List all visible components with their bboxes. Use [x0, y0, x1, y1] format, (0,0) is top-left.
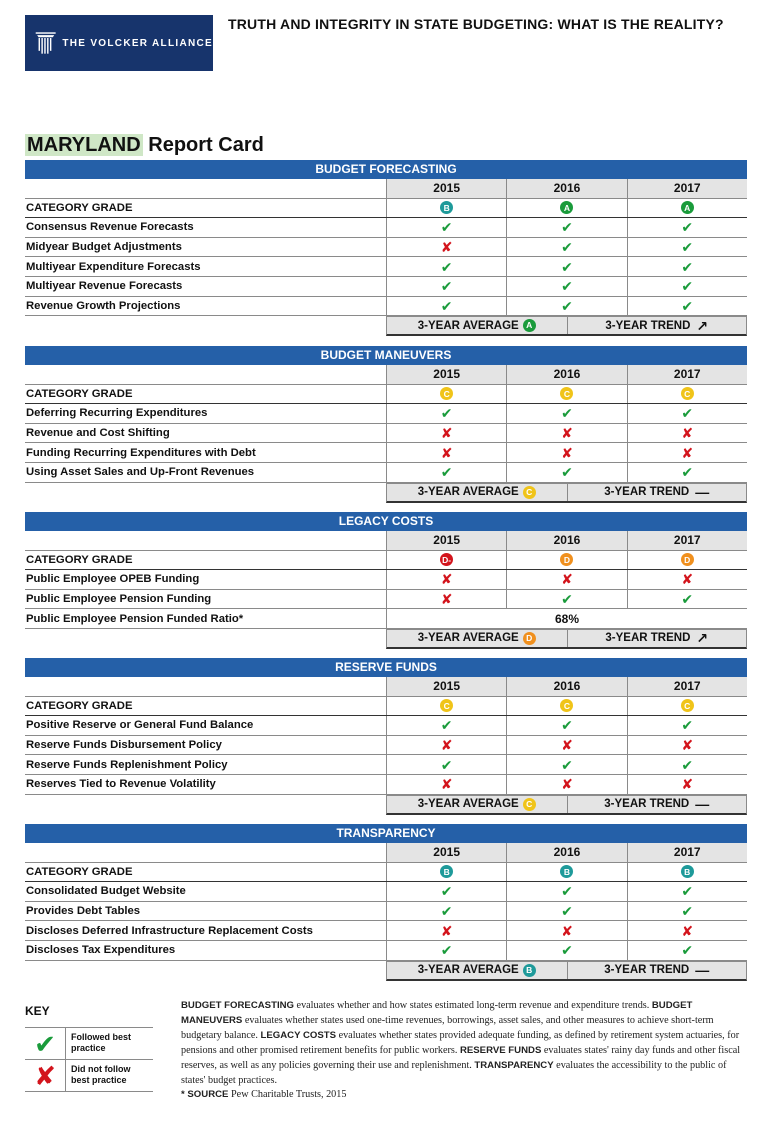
criteria-cell [627, 257, 747, 276]
criteria-cell [506, 716, 626, 735]
page-headline: TRUTH AND INTEGRITY IN STATE BUDGETING: WHAT IS THE REALITY? [228, 16, 724, 32]
criteria-cell [506, 424, 626, 443]
grade-badge-icon: B [440, 201, 453, 214]
desc-term: LEGACY COSTS [260, 1029, 337, 1041]
check-icon: ✔ [440, 297, 453, 314]
criteria-cell [627, 921, 747, 940]
criteria-label: Reserve Funds Replenishment Policy [26, 758, 228, 771]
summary-row [386, 483, 747, 503]
criteria-label: Consensus Revenue Forecasts [26, 221, 194, 234]
x-icon: ✘ [561, 737, 573, 754]
criteria-cell [627, 570, 747, 589]
criteria-row [25, 590, 747, 610]
section-transparency [25, 824, 747, 981]
criteria-cell [386, 941, 506, 960]
desc-text: evaluates states' rainy day funds and other fiscal reserves, as well as any policies governing their use and replenishment. [181, 1044, 741, 1071]
year-header: 2016 [506, 365, 626, 384]
check-icon: ✔ [561, 942, 573, 959]
criteria-cell [627, 443, 747, 462]
criteria-cell [627, 590, 747, 609]
x-icon: ✘ [440, 737, 453, 754]
criteria-label: Discloses Tax Expenditures [26, 944, 176, 957]
key-followed-text: Followed best practice [65, 1028, 153, 1059]
criteria-label: Midyear Budget Adjustments [26, 241, 182, 254]
category-grade-cell [506, 551, 626, 570]
criteria-cell [627, 404, 747, 423]
three-year-trend [567, 317, 747, 334]
category-grade-cell [627, 551, 747, 570]
key-row-not-followed [25, 1060, 153, 1092]
criteria-cell [627, 882, 747, 901]
criteria-cell [386, 921, 506, 940]
section-header: BUDGET FORECASTING [25, 160, 747, 179]
volcker-alliance-logo [25, 15, 213, 71]
three-year-average-label: 3-YEAR AVERAGE [417, 798, 519, 811]
grade-badge-icon: A [681, 201, 694, 214]
criteria-row [25, 424, 747, 444]
criteria-cell [386, 882, 506, 901]
three-year-average [387, 484, 567, 501]
check-icon: ✔ [561, 297, 573, 314]
check-icon: ✔ [561, 903, 573, 920]
check-icon: ✔ [561, 717, 573, 734]
three-year-average-label: 3-YEAR AVERAGE [417, 964, 519, 977]
criteria-cell [627, 716, 747, 735]
three-year-trend [567, 962, 747, 979]
x-icon: ✘ [440, 571, 453, 588]
section-header: RESERVE FUNDS [25, 658, 747, 677]
x-icon: ✘ [681, 444, 694, 461]
criteria-label: Reserve Funds Disbursement Policy [26, 739, 222, 752]
three-year-average-label: 3-YEAR AVERAGE [417, 319, 519, 332]
criteria-cell [506, 238, 626, 257]
criteria-cell [386, 277, 506, 296]
category-grade-cell [627, 697, 747, 716]
trend-flat-dash-icon: — [695, 484, 710, 501]
category-grade-cell [506, 863, 626, 882]
criteria-row [25, 257, 747, 277]
criteria-row [25, 238, 747, 258]
criteria-row [25, 921, 747, 941]
category-grade-row [25, 551, 747, 571]
category-grade-label: CATEGORY GRADE [26, 201, 133, 214]
criteria-cell [386, 238, 506, 257]
category-grade-label: CATEGORY GRADE [26, 699, 133, 712]
criteria-cell [627, 297, 747, 316]
check-icon: ✔ [681, 717, 694, 734]
x-icon: ✘ [561, 776, 573, 793]
check-icon: ✔ [561, 405, 573, 422]
criteria-cell [506, 404, 626, 423]
criteria-cell [627, 902, 747, 921]
criteria-cell [506, 297, 626, 316]
criteria-label: Public Employee Pension Funding [26, 593, 212, 606]
check-icon: ✔ [681, 464, 694, 481]
category-grade-cell [506, 199, 626, 218]
category-grade-cell [386, 199, 506, 218]
report-title [25, 134, 264, 158]
years-row [25, 365, 747, 385]
criteria-label: Funding Recurring Expenditures with Debt [26, 446, 256, 459]
category-grade-label: CATEGORY GRADE [26, 865, 133, 878]
grade-badge-icon: D [681, 553, 694, 566]
section-reserve-funds [25, 658, 747, 815]
columns-icon [35, 26, 56, 60]
criteria-cell [386, 297, 506, 316]
grade-badge-icon: A [523, 319, 536, 332]
check-icon: ✔ [561, 464, 573, 481]
criteria-row [25, 882, 747, 902]
criteria-row [25, 570, 747, 590]
criteria-label: Revenue Growth Projections [26, 299, 181, 312]
criteria-cell [627, 736, 747, 755]
check-icon: ✔ [561, 239, 573, 256]
criteria-cell [386, 570, 506, 589]
criteria-cell [627, 755, 747, 774]
criteria-label: Deferring Recurring Expenditures [26, 407, 208, 420]
trend-up-arrow-icon: ↗ [696, 630, 709, 647]
category-grade-row [25, 863, 747, 883]
key-not-followed-text: Did not follow best practice [65, 1060, 153, 1091]
year-header: 2015 [386, 179, 506, 198]
desc-term: RESERVE FUNDS [459, 1044, 542, 1056]
criteria-cell [386, 424, 506, 443]
trend-up-arrow-icon: ↗ [696, 317, 709, 334]
criteria-cell [386, 404, 506, 423]
criteria-label: Multiyear Expenditure Forecasts [26, 260, 201, 273]
criteria-row [25, 716, 747, 736]
x-icon: ✘ [681, 571, 694, 588]
criteria-cell [506, 775, 626, 794]
check-icon: ✔ [440, 942, 453, 959]
section-legacy-costs [25, 512, 747, 649]
source-text: Pew Charitable Trusts, 2015 [228, 1089, 347, 1101]
section-header: BUDGET MANEUVERS [25, 346, 747, 365]
x-icon: ✘ [561, 425, 573, 442]
three-year-trend [567, 484, 747, 501]
check-icon: ✔ [440, 405, 453, 422]
criteria-label: Public Employee OPEB Funding [26, 573, 200, 586]
grade-badge-icon: C [523, 798, 536, 811]
category-grade-row [25, 199, 747, 219]
criteria-row [25, 443, 747, 463]
criteria-label: Positive Reserve or General Fund Balance [26, 719, 254, 732]
criteria-cell [506, 463, 626, 482]
criteria-row [25, 463, 747, 483]
x-icon: ✘ [681, 776, 694, 793]
years-row [25, 179, 747, 199]
grade-badge-icon: C [681, 387, 694, 400]
years-row [25, 677, 747, 697]
three-year-trend [567, 796, 747, 813]
desc-term: BUDGET FORECASTING [181, 1000, 294, 1011]
summary-row [386, 316, 747, 336]
grade-badge-icon: C [560, 387, 573, 400]
check-icon: ✔ [681, 405, 694, 422]
criteria-cell [506, 257, 626, 276]
check-icon: ✔ [681, 239, 694, 256]
criteria-cell [627, 238, 747, 257]
desc-text: evaluates the accessibility to the public of states' budget practices. [181, 1059, 727, 1086]
check-icon: ✔ [681, 278, 694, 295]
year-header: 2015 [386, 531, 506, 550]
grade-badge-icon: C [681, 699, 694, 712]
category-grade-cell [627, 863, 747, 882]
section-budget-forecasting [25, 160, 747, 336]
criteria-cell [386, 218, 506, 237]
x-icon: ✘ [440, 239, 453, 256]
year-header: 2017 [627, 677, 747, 696]
criteria-cell [386, 736, 506, 755]
three-year-average-label: 3-YEAR AVERAGE [417, 486, 519, 499]
section-header: TRANSPARENCY [25, 824, 747, 843]
criteria-cell [506, 570, 626, 589]
criteria-label: Provides Debt Tables [26, 905, 141, 918]
check-icon: ✔ [681, 883, 694, 900]
criteria-cell [506, 882, 626, 901]
check-icon: ✔ [440, 717, 453, 734]
criteria-cell [627, 775, 747, 794]
criteria-label: Discloses Deferred Infrastructure Replacement Costs [26, 924, 313, 937]
x-icon: ✘ [440, 425, 453, 442]
year-header: 2015 [386, 843, 506, 862]
year-header: 2016 [506, 843, 626, 862]
check-icon: ✔ [681, 258, 694, 275]
summary-row [386, 961, 747, 981]
grade-badge-icon: B [523, 964, 536, 977]
category-grade-cell [627, 385, 747, 404]
three-year-trend-label: 3-YEAR TREND [605, 632, 691, 645]
three-year-average [387, 962, 567, 979]
criteria-row [25, 297, 747, 317]
three-year-trend [567, 630, 747, 647]
year-header: 2017 [627, 531, 747, 550]
check-icon: ✔ [561, 883, 573, 900]
x-icon: ✘ [440, 444, 453, 461]
x-icon: ✘ [561, 922, 573, 939]
summary-row [386, 629, 747, 649]
criteria-cell [386, 590, 506, 609]
criteria-cell [386, 902, 506, 921]
grade-badge-icon: D [523, 632, 536, 645]
grade-badge-icon: A [560, 201, 573, 214]
desc-text: evaluates whether states used one-time revenues, borrowings, asset sales, and other measures to achieve short-term budgetary balance. [181, 1014, 714, 1041]
year-header: 2016 [506, 677, 626, 696]
criteria-cell [506, 590, 626, 609]
three-year-average [387, 317, 567, 334]
check-icon: ✔ [440, 278, 453, 295]
check-icon: ✔ [440, 756, 453, 773]
year-header: 2017 [627, 843, 747, 862]
x-icon: ✘ [561, 571, 573, 588]
criteria-row [25, 775, 747, 795]
year-header: 2016 [506, 179, 626, 198]
criteria-row [25, 941, 747, 961]
check-icon: ✔ [440, 464, 453, 481]
year-header: 2017 [627, 179, 747, 198]
category-grade-label: CATEGORY GRADE [26, 553, 133, 566]
grade-badge-icon: B [560, 865, 573, 878]
category-grade-cell [386, 551, 506, 570]
criteria-cell [386, 755, 506, 774]
criteria-row [25, 277, 747, 297]
check-icon: ✔ [681, 903, 694, 920]
criteria-cell [386, 775, 506, 794]
criteria-cell [386, 463, 506, 482]
criteria-label: Consolidated Budget Website [26, 885, 186, 898]
criteria-cell [386, 716, 506, 735]
three-year-average-label: 3-YEAR AVERAGE [417, 632, 519, 645]
check-icon: ✔ [561, 219, 573, 236]
grade-badge-icon: B [440, 865, 453, 878]
category-grade-cell [627, 199, 747, 218]
funded-ratio-row [25, 609, 747, 629]
category-grade-cell [506, 697, 626, 716]
criteria-cell [506, 755, 626, 774]
years-row [25, 531, 747, 551]
criteria-cell [506, 736, 626, 755]
source-term: * SOURCE [181, 1089, 229, 1101]
year-header: 2015 [386, 677, 506, 696]
section-budget-maneuvers [25, 346, 747, 503]
criteria-cell [386, 443, 506, 462]
three-year-average [387, 630, 567, 647]
grade-badge-icon: B [681, 865, 694, 878]
criteria-cell [627, 277, 747, 296]
category-grade-cell [506, 385, 626, 404]
criteria-cell [627, 424, 747, 443]
three-year-trend-label: 3-YEAR TREND [604, 964, 690, 977]
check-icon: ✔ [561, 756, 573, 773]
category-grade-row [25, 697, 747, 717]
criteria-cell [506, 921, 626, 940]
criteria-row [25, 404, 747, 424]
x-icon: ✘ [681, 425, 694, 442]
criteria-cell [627, 218, 747, 237]
funded-ratio-value: 68% [386, 609, 747, 628]
criteria-label: Multiyear Revenue Forecasts [26, 280, 183, 293]
category-grade-label: CATEGORY GRADE [26, 387, 133, 400]
grade-badge-icon: D [560, 553, 573, 566]
check-icon: ✔ [440, 883, 453, 900]
check-icon: ✔ [440, 903, 453, 920]
x-icon: ✘ [440, 776, 453, 793]
years-row [25, 843, 747, 863]
title-suffix: Report Card [142, 134, 264, 156]
x-icon: ✘ [681, 737, 694, 754]
summary-row [386, 795, 747, 815]
check-icon: ✔ [34, 1028, 56, 1059]
criteria-cell [627, 941, 747, 960]
criteria-label: Reserves Tied to Revenue Volatility [26, 778, 216, 791]
criteria-label: Revenue and Cost Shifting [26, 427, 170, 440]
criteria-label: Using Asset Sales and Up-Front Revenues [26, 466, 255, 479]
check-icon: ✔ [561, 591, 573, 608]
check-icon: ✔ [440, 219, 453, 236]
grade-badge-icon: C [560, 699, 573, 712]
desc-text: evaluates whether states provided adequate funding, as defined by retirement system actuaries, for pensions and other promised retirement benefits for public workers. [181, 1029, 740, 1056]
category-grade-row [25, 385, 747, 405]
x-icon: ✘ [440, 591, 453, 608]
criteria-cell [506, 902, 626, 921]
criteria-row [25, 755, 747, 775]
check-icon: ✔ [440, 258, 453, 275]
x-icon: ✘ [34, 1060, 56, 1091]
x-icon: ✘ [681, 922, 694, 939]
year-header: 2015 [386, 365, 506, 384]
grade-badge-icon: C [523, 486, 536, 499]
category-grade-cell [386, 863, 506, 882]
key-table [25, 1027, 153, 1092]
three-year-average [387, 796, 567, 813]
criteria-row [25, 736, 747, 756]
desc-term: TRANSPARENCY [474, 1059, 554, 1071]
category-descriptions [181, 999, 748, 1103]
check-icon: ✔ [561, 278, 573, 295]
check-icon: ✔ [681, 942, 694, 959]
check-icon: ✔ [681, 591, 694, 608]
criteria-cell [627, 463, 747, 482]
three-year-trend-label: 3-YEAR TREND [604, 798, 690, 811]
check-icon: ✔ [681, 297, 694, 314]
three-year-trend-label: 3-YEAR TREND [604, 486, 690, 499]
x-icon: ✘ [561, 444, 573, 461]
criteria-cell [386, 257, 506, 276]
grade-badge-icon: C [440, 387, 453, 400]
section-header: LEGACY COSTS [25, 512, 747, 531]
key-row-followed [25, 1028, 153, 1060]
criteria-cell [506, 941, 626, 960]
three-year-trend-label: 3-YEAR TREND [605, 319, 691, 332]
check-icon: ✔ [561, 258, 573, 275]
grade-badge-icon: D- [440, 553, 453, 566]
category-grade-cell [386, 385, 506, 404]
category-grade-cell [386, 697, 506, 716]
desc-text: evaluates whether and how states estimated long-term revenue and expenditure trends. [294, 1000, 652, 1011]
check-icon: ✔ [681, 219, 694, 236]
check-icon: ✔ [681, 756, 694, 773]
key-title: KEY [25, 1004, 50, 1018]
logo-text: THE VOLCKER ALLIANCE [62, 37, 213, 49]
criteria-row [25, 902, 747, 922]
trend-flat-dash-icon: — [695, 796, 710, 813]
criteria-row [25, 218, 747, 238]
trend-flat-dash-icon: — [695, 962, 710, 979]
year-header: 2016 [506, 531, 626, 550]
x-icon: ✘ [440, 922, 453, 939]
criteria-cell [506, 218, 626, 237]
grade-badge-icon: C [440, 699, 453, 712]
desc-term: BUDGET MANEUVERS [181, 1000, 693, 1026]
funded-ratio-label: Public Employee Pension Funded Ratio* [26, 612, 244, 625]
state-name: MARYLAND [27, 134, 141, 156]
criteria-cell [506, 443, 626, 462]
year-header: 2017 [627, 365, 747, 384]
criteria-cell [506, 277, 626, 296]
